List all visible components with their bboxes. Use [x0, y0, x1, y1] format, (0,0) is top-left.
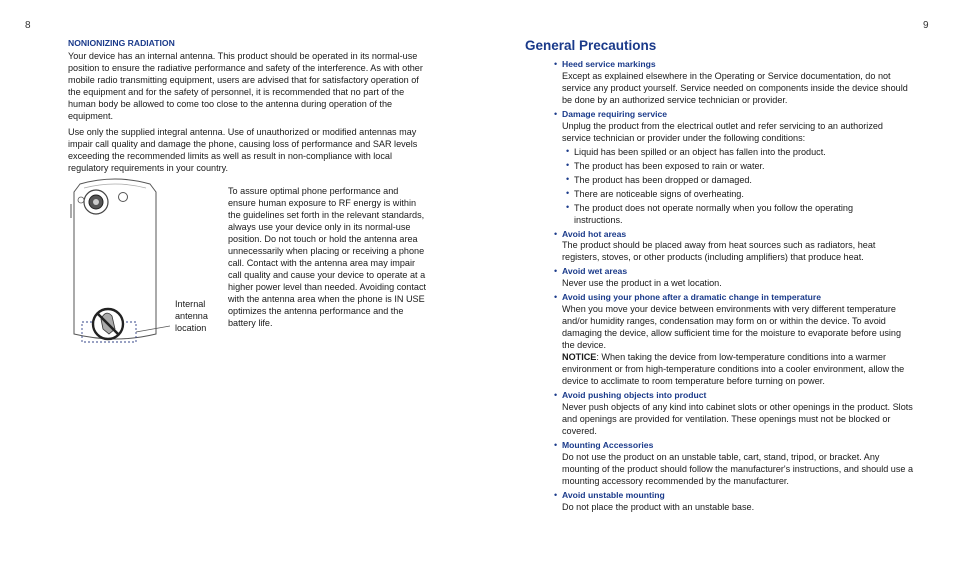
notice-label: NOTICE — [562, 352, 597, 362]
item-text: Unplug the product from the electrical outlet and refer servicing to an authorized service technician or provider under the following conditions: — [562, 121, 883, 143]
item-heading: Avoid unstable mounting — [562, 490, 665, 500]
paragraph-integral-antenna: Use only the supplied integral antenna. Use of unauthorized or modified antennas may impair call quality and damage the phone, causing loss of performance and SAR levels exceeding the recommended limits as well as result in non-compliance with local regulatory requirements in your country. — [68, 127, 418, 173]
sub-item: There are noticeable signs of overheating. — [574, 189, 744, 199]
page-title: General Precautions — [525, 38, 657, 53]
sub-bullet: • — [566, 202, 570, 212]
item-heading: Avoid wet areas — [562, 266, 628, 276]
item-heading: Mounting Accessories — [562, 440, 654, 450]
sub-bullet: • — [566, 174, 570, 184]
item-text: The product should be placed away from heat sources such as radiators, heat registers, stoves, or other products (including amplifiers) that produce heat. — [562, 240, 876, 262]
sub-item: The product does not operate normally when you follow the operating instructions. — [574, 203, 854, 225]
phone-back-illustration — [60, 178, 170, 348]
item-text: Never push objects of any kind into cabinet slots or other openings in the product. Slots and openings are provided for ventilation. These openings must not be blocked or covered. — [562, 402, 913, 436]
item-text: When you move your device between environments with very different temperature and/or humidity ranges, condensation may form on or within the device. To avoid damaging the device, allow sufficient time for the moisture to evaporate before using the device. — [562, 304, 902, 350]
bullet: • — [554, 229, 558, 239]
item-heading: Avoid hot areas — [562, 229, 627, 239]
item-text: Except as explained elsewhere in the Operating or Service documentation, do not service any product yourself. Service needed on components inside the device should be done by an authorized service technician or provider. — [562, 71, 908, 105]
paragraph-optimal-performance: To assure optimal phone performance and ensure human exposure to RF energy is within the guidelines set forth in the relevant standards, always use your device only in its normal-use position. Do not touch or hold the antenna area unnecessarily when placing or receiving a phone call. Contact with the antenna area may impair call quality and cause your device to operate at a higher power level than needed. Avoiding contact with the antenna area when the phone is IN USE optimizes the antenna performance and the battery life. — [228, 186, 427, 328]
sub-item: The product has been exposed to rain or water. — [574, 161, 765, 171]
page-number-left: 8 — [25, 20, 31, 31]
antenna-location-callout: Internal antenna location — [175, 299, 208, 333]
paragraph-internal-antenna: Your device has an internal antenna. This product should be operated in its normal-use position to ensure the radiative performance and safety of the interference. As with other mobile radio transmitting equipment, users are advised that for satisfactory operation of the equipment and for the safety of personnel, it is recommended that no part of the human body be allowed to come too close to the antenna during operation of the equipment. — [68, 51, 423, 121]
item-heading: Avoid pushing objects into product — [562, 390, 707, 400]
item-heading: Damage requiring service — [562, 109, 668, 119]
item-text: Never use the product in a wet location. — [562, 278, 722, 288]
flash-icon — [119, 193, 128, 202]
bullet: • — [554, 109, 558, 119]
item-text: Do not place the product with an unstable base. — [562, 502, 755, 512]
bullet: • — [554, 266, 558, 276]
sub-item: Liquid has been spilled or an object has fallen into the product. — [574, 147, 826, 157]
sub-bullet: • — [566, 188, 570, 198]
no-touch-icon — [93, 309, 123, 339]
bullet: • — [554, 59, 558, 69]
bullet: • — [554, 440, 558, 450]
sub-item: The product has been dropped or damaged. — [574, 175, 752, 185]
sub-bullet: • — [566, 160, 570, 170]
item-heading: Avoid using your phone after a dramatic change in temperature — [562, 292, 821, 302]
notice-paragraph — [562, 351, 914, 387]
item-heading: Heed service markings — [562, 59, 656, 69]
section-title: NONIONIZING RADIATION — [68, 38, 175, 48]
notice-text: : When taking the device from low-temperature conditions into a warmer environment or from high-temperature conditions into a cooler environment, allow the device to acclimate to room temperature before turning on power. — [562, 352, 905, 386]
bullet: • — [554, 490, 558, 500]
bullet: • — [554, 390, 558, 400]
page-number-right: 9 — [923, 20, 929, 31]
bullet: • — [554, 292, 558, 302]
sub-bullet: • — [566, 146, 570, 156]
item-text: Do not use the product on an unstable table, cart, stand, tripod, or bracket. Any mounting of the product should follow the manufacturer's instructions, and should use a mounting accessory recommended by the manufacturer. — [562, 452, 914, 486]
